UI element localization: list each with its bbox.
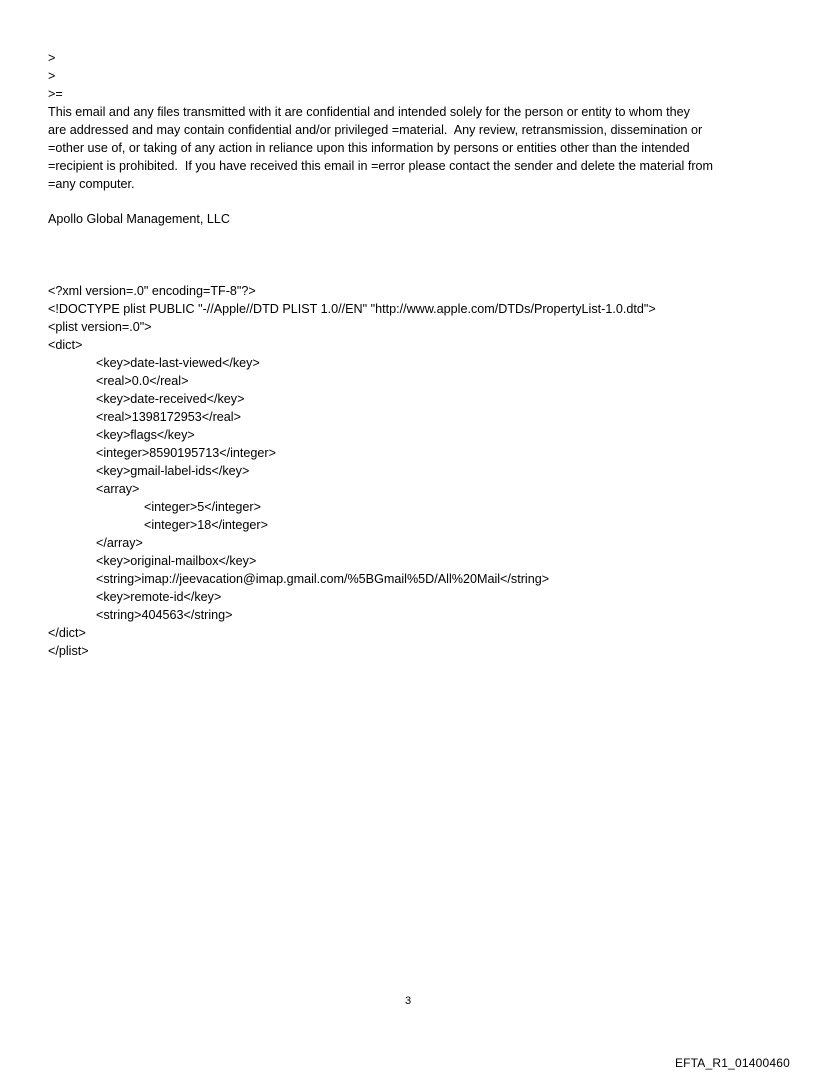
plist-entry: </array> <box>96 536 143 550</box>
plist-entry: <integer>8590195713</integer> <box>96 446 276 460</box>
plist-entry: <array> <box>96 482 140 496</box>
quote-line: > <box>48 51 56 65</box>
company-signature: Apollo Global Management, LLC <box>48 212 231 226</box>
page-number: 3 <box>404 995 412 1007</box>
dict-open-tag: <dict> <box>48 338 83 352</box>
plist-array-item: <integer>5</integer> <box>144 500 261 514</box>
plist-entry: <key>flags</key> <box>96 428 195 442</box>
dict-close-tag: </dict> <box>48 626 86 640</box>
xml-declaration: <?xml version=.0" encoding=TF-8"?> <box>48 284 256 298</box>
plist-open-tag: <plist version=.0"> <box>48 320 152 334</box>
quote-line: > <box>48 69 56 83</box>
plist-close-tag: </plist> <box>48 644 89 658</box>
doctype-line: <!DOCTYPE plist PUBLIC "-//Apple//DTD PLIST 1.0//EN" "http://www.apple.com/DTDs/PropertyList-1.0.dtd"> <box>48 302 656 316</box>
plist-entry: <key>date-received</key> <box>96 392 245 406</box>
plist-array-item: <integer>18</integer> <box>144 518 268 532</box>
plist-entry: <real>1398172953</real> <box>96 410 241 424</box>
plist-entry: <key>original-mailbox</key> <box>96 554 257 568</box>
disclaimer-line: are addressed and may contain confidential and/or privileged =material. Any review, retransmission, dissemination or <box>48 123 703 137</box>
disclaimer-line: =other use of, or taking of any action in reliance upon this information by persons or entities other than the intended <box>48 141 690 155</box>
disclaimer-line: This email and any files transmitted with it are confidential and intended solely for the person or entity to whom they <box>48 105 690 119</box>
plist-entry: <key>remote-id</key> <box>96 590 222 604</box>
plist-entry: <string>404563</string> <box>96 608 233 622</box>
plist-entry: <string>imap://jeevacation@imap.gmail.com/%5BGmail%5D/All%20Mail</string> <box>96 572 550 586</box>
plist-entry: <real>0.0</real> <box>96 374 189 388</box>
bates-number: EFTA_R1_01400460 <box>674 1056 790 1070</box>
quote-line: >= <box>48 87 63 101</box>
disclaimer-line: =recipient is prohibited. If you have received this email in =error please contact the sender and delete the material from <box>48 159 714 173</box>
plist-entry: <key>gmail-label-ids</key> <box>96 464 250 478</box>
plist-entry: <key>date-last-viewed</key> <box>96 356 260 370</box>
disclaimer-line: =any computer. <box>48 177 135 191</box>
